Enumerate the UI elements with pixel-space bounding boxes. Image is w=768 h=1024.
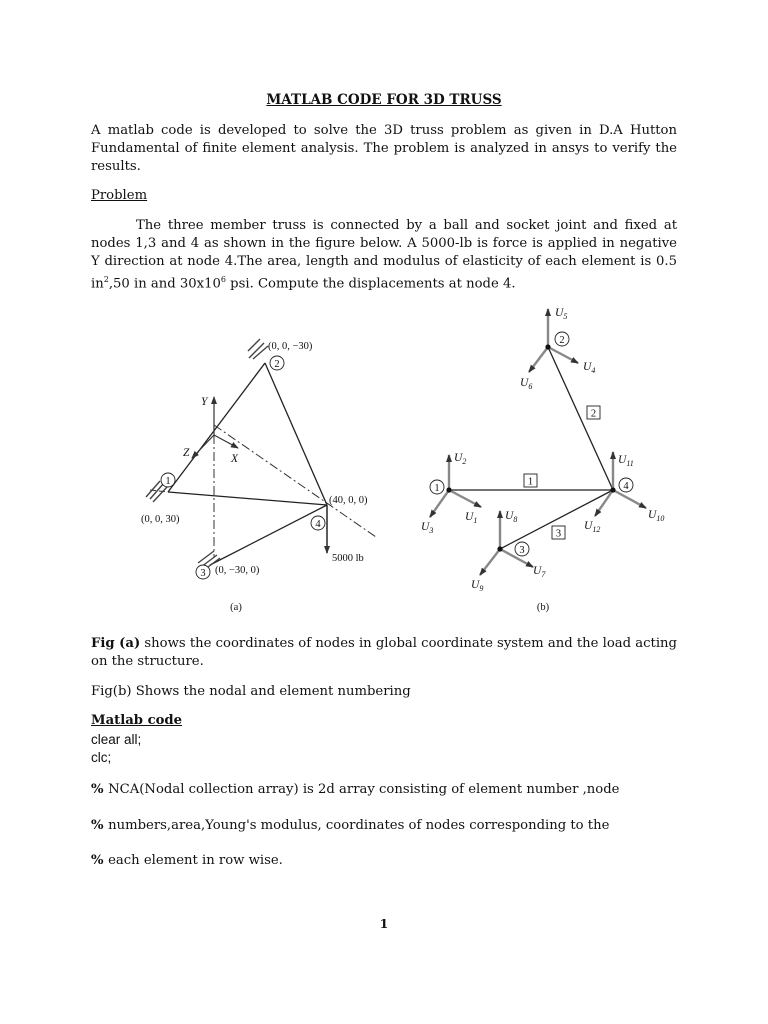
fig-b-node-1: 1 (434, 483, 440, 494)
axis-z-label: Z (183, 447, 190, 459)
figure-a (141, 339, 376, 613)
coord-node-3: (0, −30, 0) (215, 565, 260, 576)
axis-x-label: X (231, 453, 239, 465)
dof-u8: $U_8$ (505, 510, 518, 524)
fig-a-node-2: 2 (274, 359, 280, 370)
code-line-clc: clc; (91, 750, 112, 765)
dof-u6: $U_6$ (520, 377, 533, 391)
fig-a-node-3: 3 (200, 568, 206, 579)
problem-text-part2: ,50 in and 30x10 (108, 276, 221, 292)
code-line-clear: clear all; (91, 732, 142, 747)
element-2-label: 2 (590, 408, 597, 420)
code-comment: % numbers,area,Young's modulus, coordinates of nodes corresponding to the (91, 818, 610, 833)
dof-u9: $U_9$ (471, 579, 484, 593)
dof-u12: $U_{12}$ (584, 520, 601, 534)
fig-b-node-3: 3 (519, 545, 525, 556)
fig-a-description (91, 635, 677, 671)
page-title: MATLAB CODE FOR 3D TRUSS (266, 92, 502, 108)
truss-figure (0, 295, 768, 625)
load-label: 5000 lb (332, 553, 364, 564)
dof-u3: $U_3$ (421, 521, 434, 535)
fig-a-node-1: 1 (165, 476, 171, 487)
dof-u4: $U_4$ (583, 361, 596, 375)
problem-text-part1: The three member truss is connected by a ball and socket joint and fixed at nodes 1,3 and 4 as shown in the figure below. A 5000-lb is force is applied in negative Y direction at node 4.The area, length and modulus of elasticity of each element is 0.5 in (91, 218, 677, 292)
coord-node-2: (0, 0, −30) (268, 341, 313, 352)
page-number: 1 (379, 916, 389, 931)
figure-a-caption: (a) (230, 602, 242, 613)
code-comment: % each element in row wise. (91, 853, 283, 868)
code-comment: % NCA(Nodal collection array) is 2d array consisting of element number ,node (91, 782, 620, 797)
code-heading: Matlab code (91, 713, 183, 728)
element-3-label: 3 (555, 528, 562, 540)
dof-u11: $U_{11}$ (618, 454, 634, 468)
dof-u10: $U_{10}$ (648, 509, 665, 523)
fig-a-ref: Fig (a) (91, 636, 141, 651)
problem-sup-modulus: 6 (220, 275, 226, 284)
fig-b-node-4: 4 (623, 481, 629, 492)
fig-a-node-4: 4 (315, 519, 321, 530)
fig-b-node-2: 2 (559, 335, 565, 346)
figure-b (421, 307, 664, 613)
coord-node-1: (0, 0, 30) (141, 514, 180, 525)
dof-u5: $U_5$ (555, 307, 568, 321)
intro-paragraph: A matlab code is developed to solve the 3D truss problem as given in D.A Hutton Fundamental of finite element analysis. The problem is analyzed in ansys to verify the results. (91, 123, 677, 174)
coord-node-4: (40, 0, 0) (329, 495, 368, 506)
dof-u7: $U_7$ (533, 565, 546, 579)
problem-text-part3: psi. Compute the displacements at node 4. (225, 276, 516, 292)
problem-paragraph (91, 217, 677, 293)
fig-a-desc-text: shows the coordinates of nodes in global coordinate system and the load acting on the structure. (91, 636, 677, 669)
problem-heading: Problem (91, 188, 148, 203)
axis-y-label: Y (201, 396, 208, 408)
figure-b-caption: (b) (536, 602, 550, 613)
element-1-label: 1 (527, 476, 534, 488)
fig-b-description: Fig(b) Shows the nodal and element numbering (91, 684, 411, 699)
dof-u1: $U_1$ (465, 511, 478, 525)
problem-sup-area: 2 (103, 275, 109, 284)
dof-u2: $U_2$ (454, 452, 467, 466)
